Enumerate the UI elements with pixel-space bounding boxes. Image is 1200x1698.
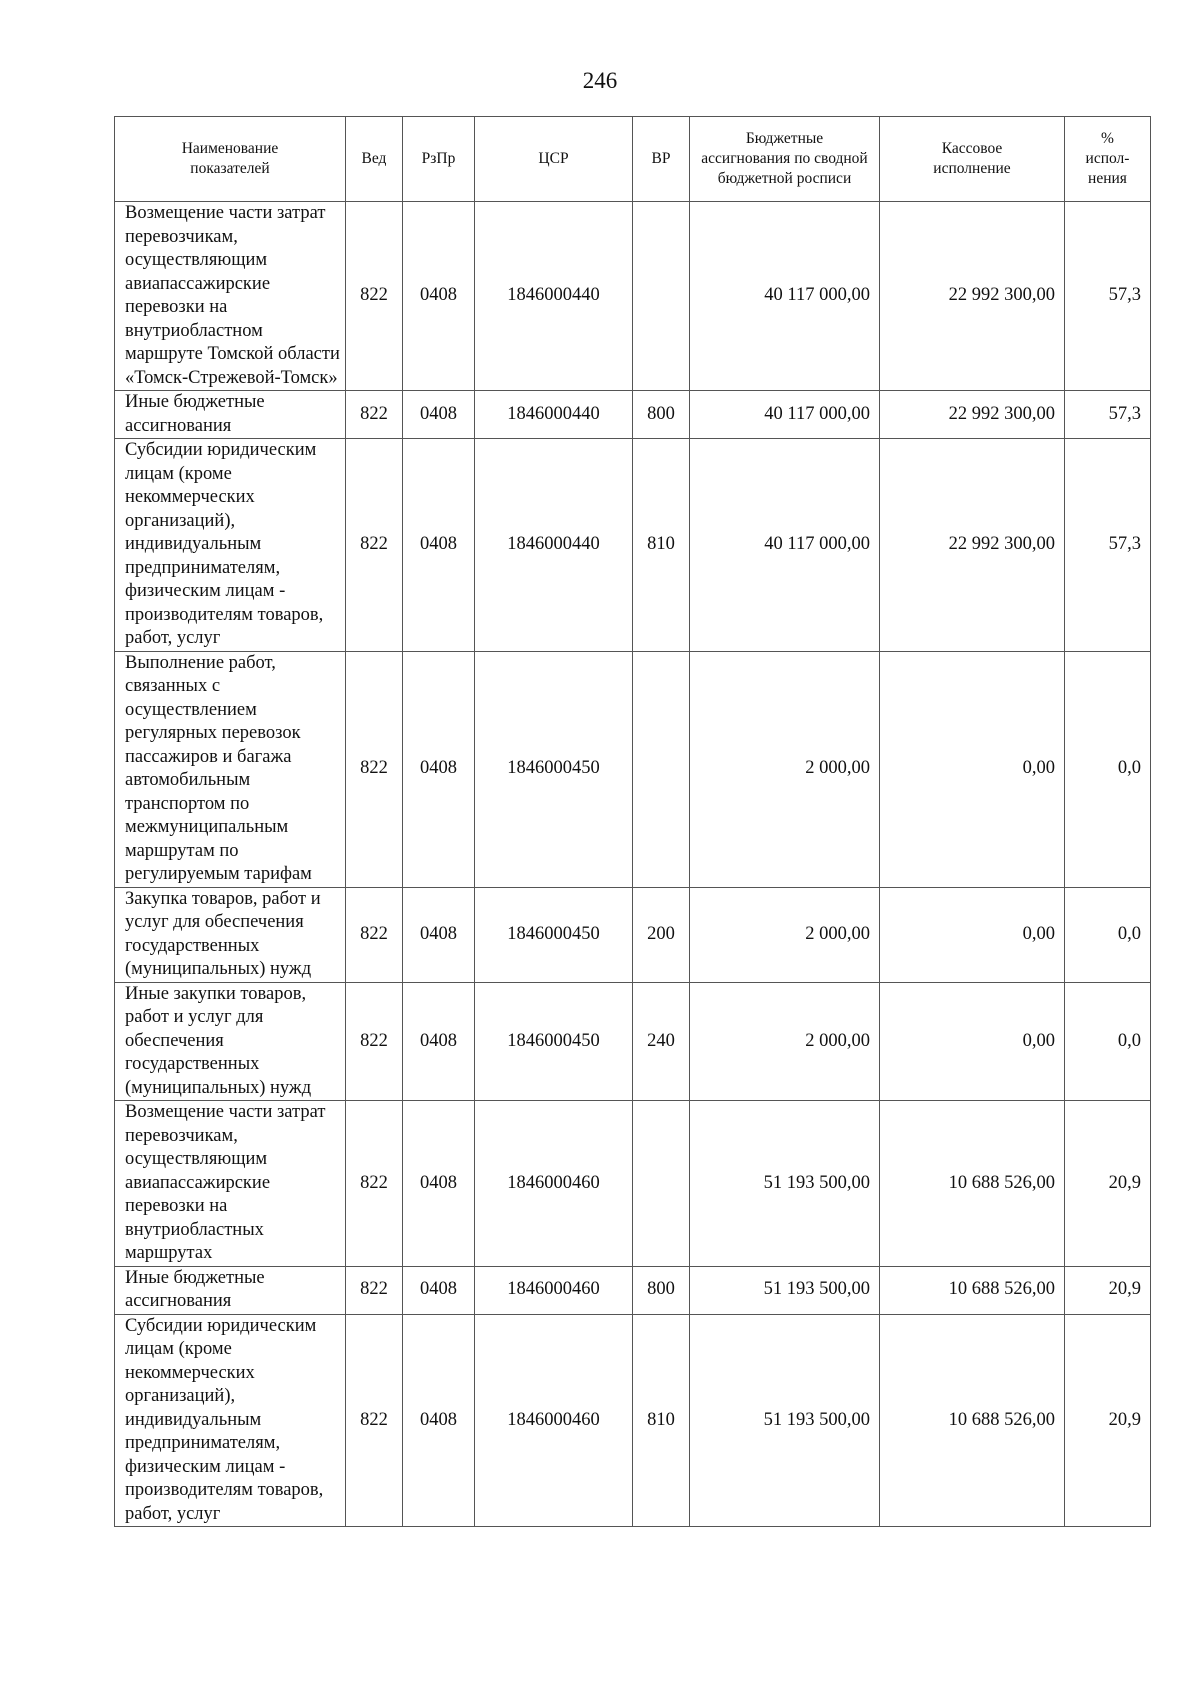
row-ved: 822 xyxy=(346,1266,403,1314)
row-name: Возмещение части затрат перевозчикам, осуществляющим авиапассажирские перевозки на внутриобластном маршруте Томской области «Томск-Стрежевой-Томск» xyxy=(115,202,346,391)
row-rzpr: 0408 xyxy=(403,651,475,887)
header-plan: Бюджетные ассигнования по сводной бюджетной росписи xyxy=(690,117,880,202)
table-row xyxy=(115,1101,1151,1267)
row-plan: 51 193 500,00 xyxy=(690,1314,880,1527)
row-csr: 1846000450 xyxy=(475,651,633,887)
row-ved: 822 xyxy=(346,391,403,439)
row-fact: 10 688 526,00 xyxy=(880,1314,1065,1527)
row-ved: 822 xyxy=(346,202,403,391)
row-ved: 822 xyxy=(346,1101,403,1267)
table-row xyxy=(115,1266,1151,1314)
row-name: Иные бюджетные ассигнования xyxy=(115,1266,346,1314)
row-rzpr: 0408 xyxy=(403,1101,475,1267)
row-csr: 1846000450 xyxy=(475,887,633,982)
table-row xyxy=(115,982,1151,1101)
row-csr: 1846000440 xyxy=(475,391,633,439)
row-pct: 0,0 xyxy=(1065,887,1151,982)
row-pct: 0,0 xyxy=(1065,982,1151,1101)
table-header-row xyxy=(115,117,1151,202)
header-vr: ВР xyxy=(633,117,690,202)
row-pct: 0,0 xyxy=(1065,651,1151,887)
row-pct: 57,3 xyxy=(1065,391,1151,439)
row-ved: 822 xyxy=(346,982,403,1101)
row-fact: 10 688 526,00 xyxy=(880,1266,1065,1314)
row-name: Иные закупки товаров, работ и услуг для обеспечения государственных (муниципальных) нужд xyxy=(115,982,346,1101)
row-plan: 2 000,00 xyxy=(690,887,880,982)
row-fact: 0,00 xyxy=(880,651,1065,887)
row-vr: 200 xyxy=(633,887,690,982)
row-rzpr: 0408 xyxy=(403,391,475,439)
row-fact: 22 992 300,00 xyxy=(880,391,1065,439)
header-name: Наименование показателей xyxy=(115,117,346,202)
row-csr: 1846000460 xyxy=(475,1101,633,1267)
table-row xyxy=(115,1314,1151,1527)
row-pct: 20,9 xyxy=(1065,1314,1151,1527)
row-vr: 800 xyxy=(633,391,690,439)
row-rzpr: 0408 xyxy=(403,1266,475,1314)
table-row xyxy=(115,887,1151,982)
row-csr: 1846000460 xyxy=(475,1266,633,1314)
row-vr: 810 xyxy=(633,439,690,652)
row-vr: 810 xyxy=(633,1314,690,1527)
row-fact: 22 992 300,00 xyxy=(880,202,1065,391)
row-ved: 822 xyxy=(346,439,403,652)
row-ved: 822 xyxy=(346,1314,403,1527)
row-vr xyxy=(633,651,690,887)
header-csr: ЦСР xyxy=(475,117,633,202)
row-name: Возмещение части затрат перевозчикам, осуществляющим авиапассажирские перевозки на внутриобластных маршрутах xyxy=(115,1101,346,1267)
row-plan: 2 000,00 xyxy=(690,982,880,1101)
row-vr: 240 xyxy=(633,982,690,1101)
header-rzpr: РзПр xyxy=(403,117,475,202)
row-plan: 51 193 500,00 xyxy=(690,1101,880,1267)
header-ved: Вед xyxy=(346,117,403,202)
row-ved: 822 xyxy=(346,887,403,982)
row-fact: 22 992 300,00 xyxy=(880,439,1065,652)
budget-execution-table xyxy=(114,116,1151,1527)
table-row xyxy=(115,202,1151,391)
row-name: Закупка товаров, работ и услуг для обеспечения государственных (муниципальных) нужд xyxy=(115,887,346,982)
table-row xyxy=(115,651,1151,887)
row-rzpr: 0408 xyxy=(403,982,475,1101)
row-ved: 822 xyxy=(346,651,403,887)
row-vr xyxy=(633,1101,690,1267)
row-name: Субсидии юридическим лицам (кроме некоммерческих организаций), индивидуальным предпринимателям, физическим лицам - производителям товаров, работ, услуг xyxy=(115,1314,346,1527)
row-pct: 57,3 xyxy=(1065,439,1151,652)
row-fact: 0,00 xyxy=(880,887,1065,982)
row-fact: 0,00 xyxy=(880,982,1065,1101)
header-pct: % испол-нения xyxy=(1065,117,1151,202)
row-fact: 10 688 526,00 xyxy=(880,1101,1065,1267)
row-pct: 57,3 xyxy=(1065,202,1151,391)
table-row xyxy=(115,439,1151,652)
row-rzpr: 0408 xyxy=(403,1314,475,1527)
row-pct: 20,9 xyxy=(1065,1266,1151,1314)
row-vr xyxy=(633,202,690,391)
row-plan: 2 000,00 xyxy=(690,651,880,887)
row-name: Субсидии юридическим лицам (кроме некоммерческих организаций), индивидуальным предпринимателям, физическим лицам - производителям товаров, работ, услуг xyxy=(115,439,346,652)
row-name: Выполнение работ, связанных с осуществлением регулярных перевозок пассажиров и багажа автомобильным транспортом по межмуниципальным маршрутам по регулируемым тарифам xyxy=(115,651,346,887)
row-rzpr: 0408 xyxy=(403,202,475,391)
row-pct: 20,9 xyxy=(1065,1101,1151,1267)
row-plan: 40 117 000,00 xyxy=(690,202,880,391)
row-name: Иные бюджетные ассигнования xyxy=(115,391,346,439)
row-csr: 1846000450 xyxy=(475,982,633,1101)
header-fact: Кассовое исполнение xyxy=(880,117,1065,202)
table-body xyxy=(115,202,1151,1527)
row-plan: 40 117 000,00 xyxy=(690,439,880,652)
row-csr: 1846000440 xyxy=(475,202,633,391)
row-rzpr: 0408 xyxy=(403,439,475,652)
table-row xyxy=(115,391,1151,439)
row-csr: 1846000460 xyxy=(475,1314,633,1527)
page-number: 246 xyxy=(582,68,618,93)
row-rzpr: 0408 xyxy=(403,887,475,982)
row-vr: 800 xyxy=(633,1266,690,1314)
row-plan: 40 117 000,00 xyxy=(690,391,880,439)
row-plan: 51 193 500,00 xyxy=(690,1266,880,1314)
row-csr: 1846000440 xyxy=(475,439,633,652)
